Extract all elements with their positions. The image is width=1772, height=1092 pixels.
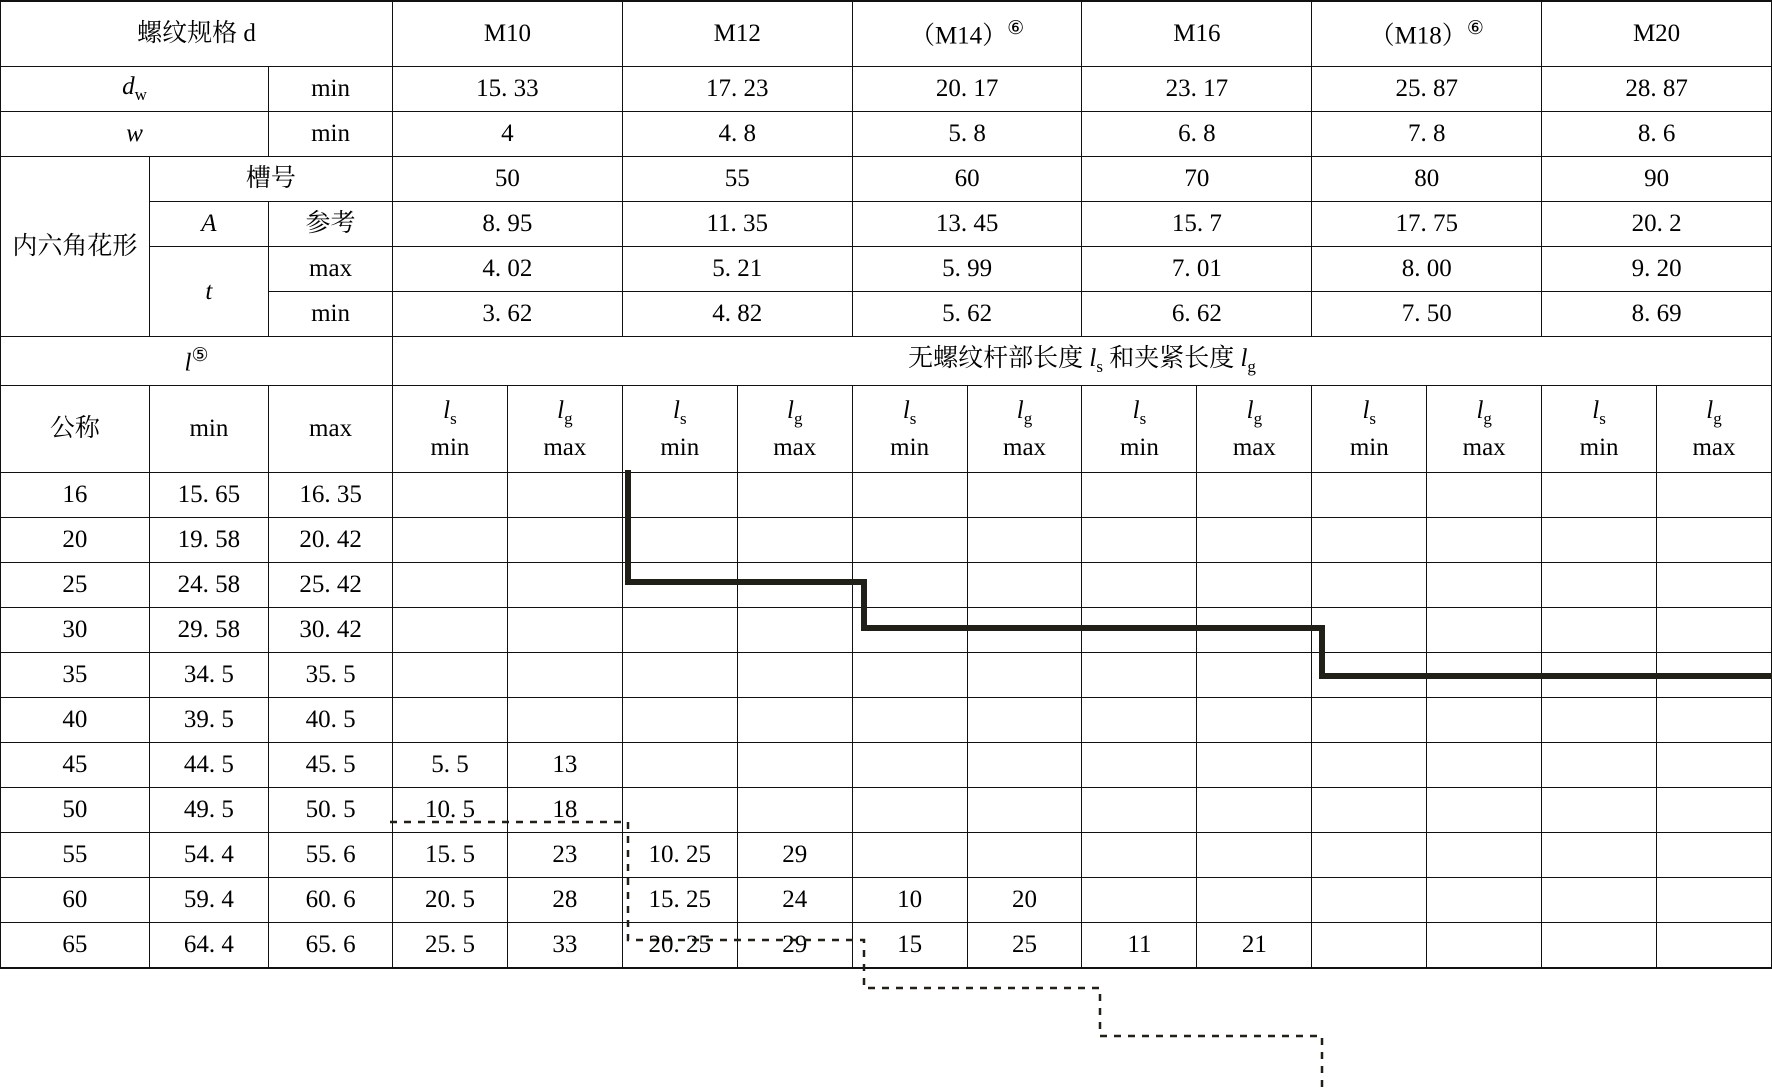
cell: [1542, 743, 1657, 788]
row-max: 60. 6: [269, 878, 393, 923]
hex-t-min-m16: 6. 62: [1082, 292, 1312, 337]
table-row: [1, 518, 1772, 563]
cell: [1657, 698, 1772, 743]
row-max: 16. 35: [269, 473, 393, 518]
subheader-ls-6: $l_s$ min: [1542, 386, 1657, 473]
hex-t-max-m18: 8. 00: [1312, 247, 1542, 292]
cell: [1427, 473, 1542, 518]
w-m16: 6. 8: [1082, 112, 1312, 157]
cell: [1197, 788, 1312, 833]
cell: [1427, 518, 1542, 563]
subheader-min: min: [149, 386, 268, 473]
cell: [1427, 833, 1542, 878]
cell: [1542, 878, 1657, 923]
cell: [967, 833, 1082, 878]
row-min: 34. 5: [149, 653, 268, 698]
row-max: 40. 5: [269, 698, 393, 743]
cell: [393, 518, 508, 563]
cell: [1427, 563, 1542, 608]
cell: [967, 698, 1082, 743]
cell: 20: [967, 878, 1082, 923]
row-min: 24. 58: [149, 563, 268, 608]
cell: 21: [1197, 923, 1312, 969]
w-m12: 4. 8: [622, 112, 852, 157]
table-row: [1, 608, 1772, 653]
cell: [1312, 608, 1427, 653]
w-qualifier: min: [269, 112, 393, 157]
cell: [622, 743, 737, 788]
cell: 15: [852, 923, 967, 969]
cell: [737, 743, 852, 788]
subheader-ls-2: $l_s$ min: [622, 386, 737, 473]
table-row: [1, 743, 1772, 788]
w-label: w: [1, 112, 269, 157]
row-length-subheader: [1, 386, 1772, 473]
cell: 5. 5: [393, 743, 508, 788]
cell: [622, 608, 737, 653]
thread-spec-m16: M16: [1082, 1, 1312, 67]
hex-slot-m14: 60: [852, 157, 1082, 202]
cell: [1657, 923, 1772, 969]
hex-A-label: A: [149, 202, 268, 247]
dw-m20: 28. 87: [1542, 67, 1772, 112]
cell: [967, 653, 1082, 698]
cell: 25: [967, 923, 1082, 969]
cell: [737, 698, 852, 743]
table-row: [1, 563, 1772, 608]
cell: [1427, 878, 1542, 923]
row-dw: [1, 67, 1772, 112]
cell: [1082, 788, 1197, 833]
dw-qualifier: min: [269, 67, 393, 112]
cell: 10: [852, 878, 967, 923]
cell: [967, 743, 1082, 788]
subheader-lg-3: $l_g$ max: [967, 386, 1082, 473]
w-m10: 4: [393, 112, 623, 157]
length-section-title: 无螺纹杆部长度 $l_s$ 和夹紧长度 $l_g$: [393, 337, 1772, 386]
row-min: 54. 4: [149, 833, 268, 878]
cell: 33: [507, 923, 622, 969]
cell: 24: [737, 878, 852, 923]
cell: [1542, 563, 1657, 608]
table-row: [1, 473, 1772, 518]
cell: [1312, 653, 1427, 698]
row-min: 19. 58: [149, 518, 268, 563]
cell: [507, 518, 622, 563]
cell: 25. 5: [393, 923, 508, 969]
cell: [1082, 518, 1197, 563]
hex-t-max-m10: 4. 02: [393, 247, 623, 292]
cell: [967, 518, 1082, 563]
row-thread-spec: [1, 1, 1772, 67]
cell: 15. 25: [622, 878, 737, 923]
cell: [737, 608, 852, 653]
cell: [1312, 698, 1427, 743]
subheader-ls-3: $l_s$ min: [852, 386, 967, 473]
cell: [1082, 563, 1197, 608]
hex-t-max-m16: 7. 01: [1082, 247, 1312, 292]
row-min: 59. 4: [149, 878, 268, 923]
cell: [1657, 563, 1772, 608]
cell: [1427, 743, 1542, 788]
hex-slot-m18: 80: [1312, 157, 1542, 202]
cell: 29: [737, 923, 852, 969]
dw-m12: 17. 23: [622, 67, 852, 112]
cell: [507, 563, 622, 608]
cell: [1657, 833, 1772, 878]
subheader-lg-5: $l_g$ max: [1427, 386, 1542, 473]
row-max: 50. 5: [269, 788, 393, 833]
cell: [852, 518, 967, 563]
cell: [737, 788, 852, 833]
length-label: l⑤: [1, 337, 393, 386]
cell: [852, 788, 967, 833]
table-row: [1, 653, 1772, 698]
cell: [393, 563, 508, 608]
subheader-lg-6: $l_g$ max: [1657, 386, 1772, 473]
cell: [1427, 698, 1542, 743]
cell: [1312, 878, 1427, 923]
row-nominal: 60: [1, 878, 150, 923]
row-nominal: 55: [1, 833, 150, 878]
cell: [622, 653, 737, 698]
cell: [1312, 518, 1427, 563]
row-max: 65. 6: [269, 923, 393, 969]
cell: [1197, 743, 1312, 788]
row-max: 55. 6: [269, 833, 393, 878]
cell: [1427, 608, 1542, 653]
cell: [1082, 653, 1197, 698]
hex-t-label: t: [149, 247, 268, 337]
cell: [1542, 698, 1657, 743]
row-min: 49. 5: [149, 788, 268, 833]
row-nominal: 50: [1, 788, 150, 833]
cell: [1197, 878, 1312, 923]
cell: [852, 698, 967, 743]
cell: 23: [507, 833, 622, 878]
row-max: 35. 5: [269, 653, 393, 698]
row-hex-t-max: [1, 247, 1772, 292]
row-nominal: 45: [1, 743, 150, 788]
cell: [1082, 878, 1197, 923]
cell: [737, 563, 852, 608]
table-row: [1, 923, 1772, 969]
hex-t-min-m18: 7. 50: [1312, 292, 1542, 337]
cell: [1427, 788, 1542, 833]
cell: [1542, 518, 1657, 563]
cell: [1197, 563, 1312, 608]
thread-spec-m20: M20: [1542, 1, 1772, 67]
hex-slot-qualifier: 槽号: [149, 157, 392, 202]
cell: [507, 698, 622, 743]
row-nominal: 40: [1, 698, 150, 743]
cell: [1312, 473, 1427, 518]
row-hex-A: [1, 202, 1772, 247]
cell: 28: [507, 878, 622, 923]
hex-A-m12: 11. 35: [622, 202, 852, 247]
dw-label: $d_w$: [1, 67, 269, 112]
cell: [967, 788, 1082, 833]
cell: [737, 473, 852, 518]
row-max: 30. 42: [269, 608, 393, 653]
cell: [1427, 653, 1542, 698]
cell: [622, 473, 737, 518]
hex-t-min-m12: 4. 82: [622, 292, 852, 337]
hex-t-max-m14: 5. 99: [852, 247, 1082, 292]
w-m20: 8. 6: [1542, 112, 1772, 157]
hex-A-m16: 15. 7: [1082, 202, 1312, 247]
cell: [1542, 608, 1657, 653]
cell: [1197, 698, 1312, 743]
cell: [622, 788, 737, 833]
cell: [1542, 923, 1657, 969]
hex-t-max-m20: 9. 20: [1542, 247, 1772, 292]
hex-A-m14: 13. 45: [852, 202, 1082, 247]
table-row: [1, 788, 1772, 833]
hex-A-qualifier: 参考: [269, 202, 393, 247]
hex-t-max-m12: 5. 21: [622, 247, 852, 292]
cell: [1657, 518, 1772, 563]
cell: [1082, 743, 1197, 788]
subheader-lg-2: $l_g$ max: [737, 386, 852, 473]
row-min: 29. 58: [149, 608, 268, 653]
subheader-max: max: [269, 386, 393, 473]
cell: [852, 608, 967, 653]
cell: [622, 698, 737, 743]
cell: [1657, 608, 1772, 653]
cell: [1542, 833, 1657, 878]
cell: [852, 833, 967, 878]
cell: [1082, 698, 1197, 743]
thread-spec-m18: （M18）⑥: [1312, 1, 1542, 67]
hex-slot-m10: 50: [393, 157, 623, 202]
note-mark-6-b: ⑥: [1466, 17, 1484, 39]
hex-slot-m20: 90: [1542, 157, 1772, 202]
row-max: 20. 42: [269, 518, 393, 563]
dw-m18: 25. 87: [1312, 67, 1542, 112]
cell: [393, 653, 508, 698]
row-nominal: 25: [1, 563, 150, 608]
cell: [967, 563, 1082, 608]
cell: [1197, 473, 1312, 518]
dw-m14: 20. 17: [852, 67, 1082, 112]
table-row: [1, 878, 1772, 923]
cell: [1082, 833, 1197, 878]
cell: [507, 608, 622, 653]
cell: [1312, 743, 1427, 788]
row-nominal: 20: [1, 518, 150, 563]
cell: [1542, 653, 1657, 698]
cell: [1657, 743, 1772, 788]
cell: [1312, 788, 1427, 833]
row-max: 45. 5: [269, 743, 393, 788]
row-w: [1, 112, 1772, 157]
cell: 20. 5: [393, 878, 508, 923]
cell: [507, 653, 622, 698]
row-min: 64. 4: [149, 923, 268, 969]
thread-spec-m10: M10: [393, 1, 623, 67]
cell: [1657, 473, 1772, 518]
cell: [1197, 608, 1312, 653]
cell: 15. 5: [393, 833, 508, 878]
row-min: 39. 5: [149, 698, 268, 743]
hex-A-m10: 8. 95: [393, 202, 623, 247]
cell: [1082, 473, 1197, 518]
cell: [1542, 788, 1657, 833]
cell: 10. 5: [393, 788, 508, 833]
cell: [622, 563, 737, 608]
cell: [852, 653, 967, 698]
hex-slot-m12: 55: [622, 157, 852, 202]
hex-A-m18: 17. 75: [1312, 202, 1542, 247]
cell: [967, 473, 1082, 518]
cell: [1082, 608, 1197, 653]
cell: [507, 473, 622, 518]
cell: [852, 563, 967, 608]
cell: 20. 25: [622, 923, 737, 969]
thread-spec-label: 螺纹规格 d: [1, 1, 393, 67]
dw-m16: 23. 17: [1082, 67, 1312, 112]
cell: [393, 608, 508, 653]
cell: 11: [1082, 923, 1197, 969]
cell: [852, 743, 967, 788]
cell: [393, 473, 508, 518]
cell: [1197, 653, 1312, 698]
subheader-nominal: 公称: [1, 386, 150, 473]
thread-spec-m14: （M14）⑥: [852, 1, 1082, 67]
cell: [1312, 923, 1427, 969]
row-nominal: 16: [1, 473, 150, 518]
w-m14: 5. 8: [852, 112, 1082, 157]
cell: [852, 473, 967, 518]
cell: 10. 25: [622, 833, 737, 878]
cell: [737, 653, 852, 698]
cell: [737, 518, 852, 563]
cell: [1427, 923, 1542, 969]
table-row: [1, 698, 1772, 743]
cell: [622, 518, 737, 563]
cell: [1312, 833, 1427, 878]
cell: [1197, 833, 1312, 878]
cell: [1542, 473, 1657, 518]
cell: 18: [507, 788, 622, 833]
cell: [1657, 878, 1772, 923]
hex-slot-m16: 70: [1082, 157, 1312, 202]
row-max: 25. 42: [269, 563, 393, 608]
subheader-ls-1: $l_s$ min: [393, 386, 508, 473]
cell: [1312, 563, 1427, 608]
hex-t-min-m20: 8. 69: [1542, 292, 1772, 337]
note-mark-6: ⑥: [1007, 17, 1025, 39]
dw-m10: 15. 33: [393, 67, 623, 112]
table-row: [1, 833, 1772, 878]
thread-spec-m12: M12: [622, 1, 852, 67]
subheader-ls-4: $l_s$ min: [1082, 386, 1197, 473]
cell: [1657, 653, 1772, 698]
row-min: 44. 5: [149, 743, 268, 788]
cell: 13: [507, 743, 622, 788]
row-hex-slot: [1, 157, 1772, 202]
hex-A-m20: 20. 2: [1542, 202, 1772, 247]
cell: [1197, 518, 1312, 563]
subheader-lg-1: $l_g$ max: [507, 386, 622, 473]
hex-t-min-m14: 5. 62: [852, 292, 1082, 337]
row-min: 15. 65: [149, 473, 268, 518]
hex-t-max-qualifier: max: [269, 247, 393, 292]
row-nominal: 30: [1, 608, 150, 653]
cell: [967, 608, 1082, 653]
cell: [1657, 788, 1772, 833]
subheader-ls-5: $l_s$ min: [1312, 386, 1427, 473]
row-length-header: [1, 337, 1772, 386]
hex-t-min-qualifier: min: [269, 292, 393, 337]
row-nominal: 65: [1, 923, 150, 969]
cell: 29: [737, 833, 852, 878]
row-nominal: 35: [1, 653, 150, 698]
hex-t-min-m10: 3. 62: [393, 292, 623, 337]
w-m18: 7. 8: [1312, 112, 1542, 157]
hex-group-label: 内六角花形: [1, 157, 150, 337]
subheader-lg-4: $l_g$ max: [1197, 386, 1312, 473]
cell: [393, 698, 508, 743]
